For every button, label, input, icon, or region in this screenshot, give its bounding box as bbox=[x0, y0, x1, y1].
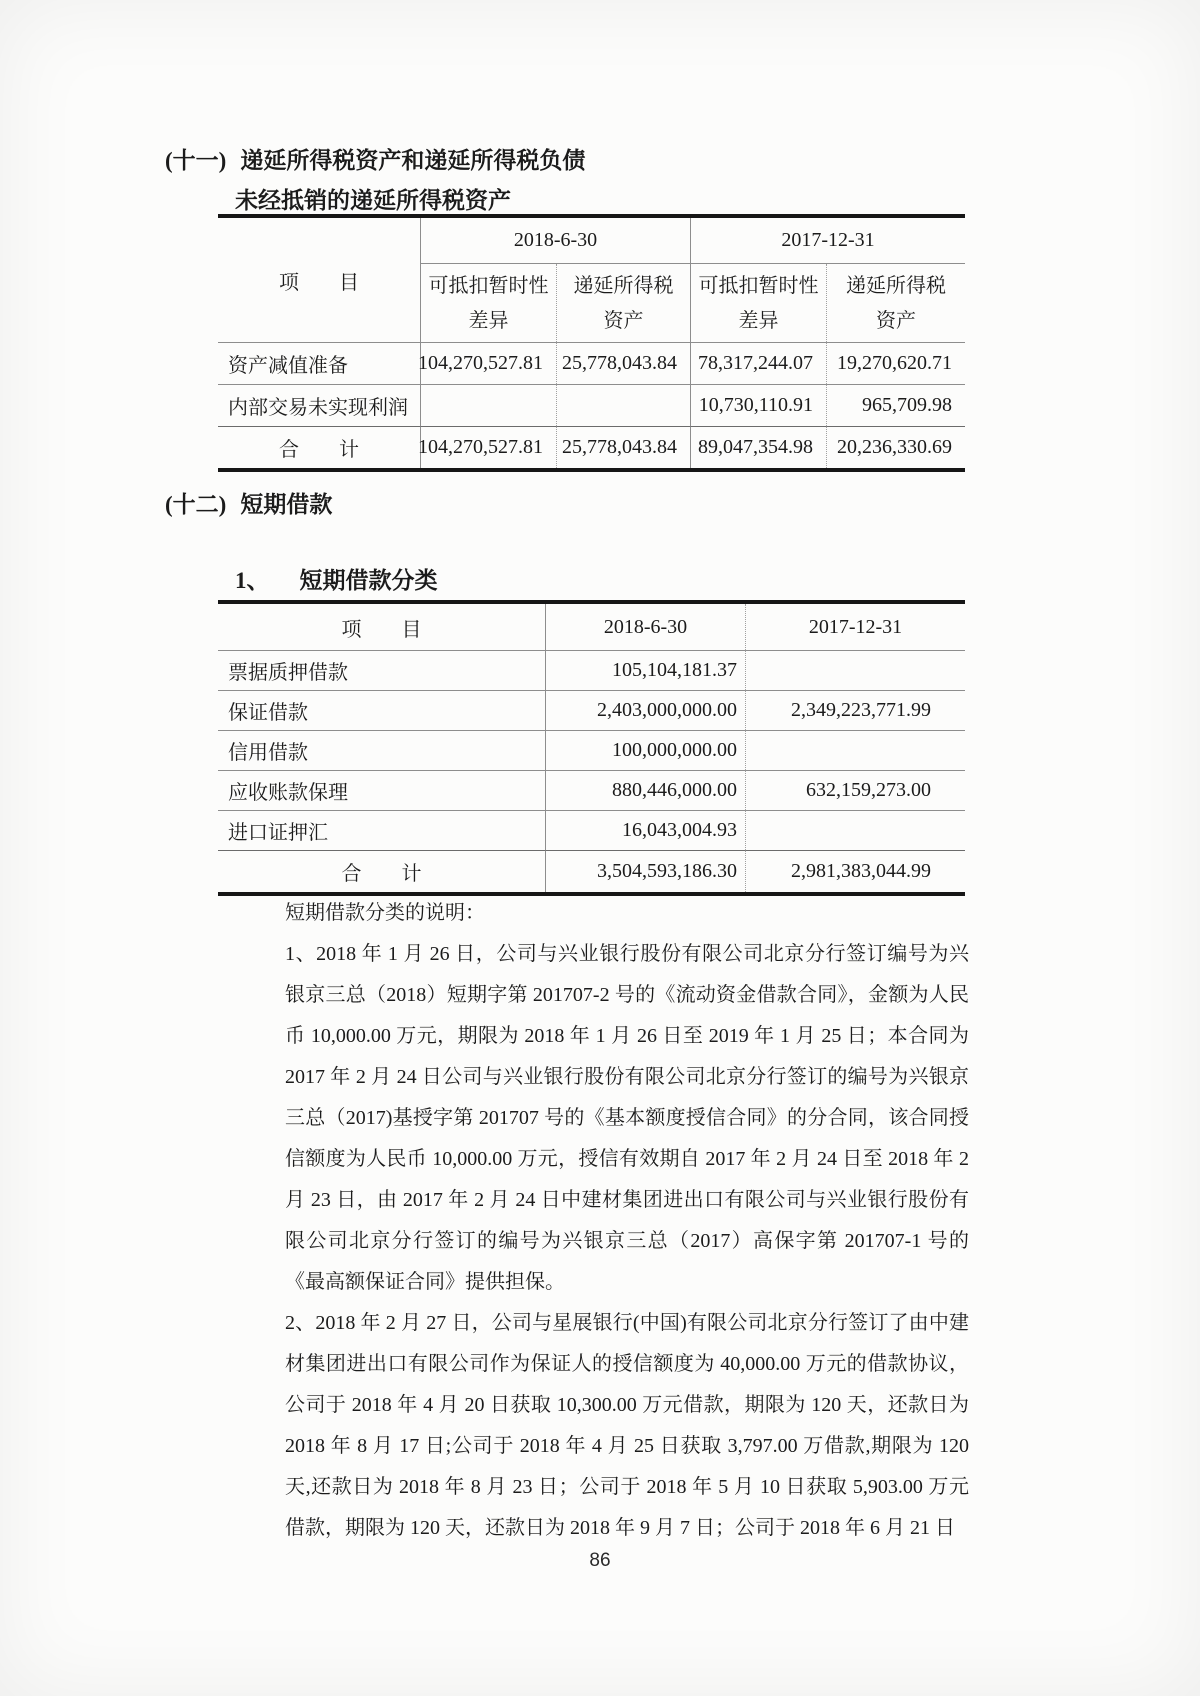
table-cell-value bbox=[745, 730, 965, 770]
column-header-item: 项 目 bbox=[279, 271, 359, 294]
short-term-loans-subtitle bbox=[235, 562, 438, 595]
header-line: 资产 bbox=[876, 309, 916, 332]
table-cell-value: 965,709.98 bbox=[826, 384, 965, 426]
deferred-tax-table bbox=[218, 214, 965, 472]
section-number: (十二) bbox=[165, 492, 227, 517]
table-cell-value bbox=[745, 650, 965, 690]
table-cell-value: 10,730,110.91 bbox=[690, 384, 826, 426]
column-header-2018-6-30: 2018-6-30 bbox=[545, 604, 745, 650]
table-row-item: 票据质押借款 bbox=[218, 650, 545, 690]
subsection-number: 1、 bbox=[235, 568, 270, 593]
column-header-deferred-tax-asset-2017 bbox=[826, 264, 965, 342]
short-term-loans-table bbox=[218, 600, 965, 896]
header-line: 资产 bbox=[603, 309, 644, 332]
table-total-value: 25,778,043.84 bbox=[556, 426, 690, 468]
table-total-value: 20,236,330.69 bbox=[826, 426, 965, 468]
table-total-label: 合 计 bbox=[218, 850, 545, 892]
column-header-item: 项 目 bbox=[341, 618, 422, 641]
table-cell-value: 2,349,223,771.99 bbox=[745, 690, 965, 730]
column-header-2017-12-31: 2017-12-31 bbox=[745, 604, 965, 650]
column-header-deductible-difference-2018 bbox=[420, 264, 556, 342]
section-title: 递延所得税资产和递延所得税负债 bbox=[240, 148, 586, 173]
table-total-label: 合 计 bbox=[218, 426, 420, 468]
table-cell-value: 104,270,527.81 bbox=[420, 342, 556, 384]
column-group-2018-6-30: 2018-6-30 bbox=[420, 218, 690, 264]
table-cell-value bbox=[745, 810, 965, 850]
table-cell-value: 19,270,620.71 bbox=[826, 342, 965, 384]
table-row-item: 资产减值准备 bbox=[218, 342, 420, 384]
section-heading-short-term-loans bbox=[165, 486, 332, 519]
table-cell-value: 105,104,181.37 bbox=[545, 650, 745, 690]
table-cell-value: 100,000,000.00 bbox=[545, 730, 745, 770]
table-total-value: 89,047,354.98 bbox=[690, 426, 826, 468]
table-cell-value bbox=[420, 384, 556, 426]
table-cell-value: 25,778,043.84 bbox=[556, 342, 690, 384]
table-total-value: 104,270,527.81 bbox=[420, 426, 556, 468]
header-line: 差异 bbox=[468, 309, 509, 332]
header-line: 可抵扣暂时性 bbox=[698, 274, 819, 297]
column-header-deductible-difference-2017 bbox=[690, 264, 826, 342]
section-number: (十一) bbox=[165, 148, 227, 173]
table-total-value: 2,981,383,044.99 bbox=[745, 850, 965, 892]
note-paragraph-2: 2、2018 年 2 月 27 日，公司与星展银行(中国)有限公司北京分行签订了由中建材集团进出口有限公司作为保证人的授信额度为 40,000.00 万元的借款协议，公司于 2018 年 4 月 20 日获取 10,300.00 万元借款，期限为 120 天，还款日为 2018 年 8 月 17 日;公司于 2018 年 4 月 25 日获取 3,797.00 万借款,期限为 120 天,还款日为 2018 年 8 月 23 日；公司于 2018 年 5 月 10 日获取 5,903.00 万元借款，期限为 120 天，还款日为 2018 年 9 月 7 日；公司于 2018 年 6 月 21 日 bbox=[285, 1312, 969, 1539]
header-line: 可抵扣暂时性 bbox=[428, 274, 549, 297]
section-heading-deferred-tax bbox=[165, 142, 585, 175]
deferred-tax-subtitle: 未经抵销的递延所得税资产 bbox=[235, 188, 511, 213]
note-paragraph-1: 1、2018 年 1 月 26 日，公司与兴业银行股份有限公司北京分行签订编号为兴银京三总（2018）短期字第 201707-2 号的《流动资金借款合同》，金额为人民币 10,000.00 万元，期限为 2018 年 1 月 26 日至 2019 年 1 月 25 日；本合同为 2017 年 2 月 24 日公司与兴业银行股份有限公司北京分行签订的编号为兴银京三总（2017)基授字第 201707 号的《基本额度授信合同》的分合同，该合同授信额度为人民币 10,000.00 万元，授信有效期自 2017 年 2 月 24 日至 2018 年 2 月 23 日，由 2017 年 2 月 24 日中建材集团进出口有限公司与兴业银行股份有限公司北京分行签订的编号为兴银京三总（2017）高保字第 201707-1 号的《最高额保证合同》提供担保。 bbox=[285, 943, 969, 1293]
page-number: 86 bbox=[589, 1550, 611, 1571]
table-row-item: 内部交易未实现利润 bbox=[218, 384, 420, 426]
table-row-item: 保证借款 bbox=[218, 690, 545, 730]
table-cell-value bbox=[556, 384, 690, 426]
table-row-item: 应收账款保理 bbox=[218, 770, 545, 810]
table-cell-value: 880,446,000.00 bbox=[545, 770, 745, 810]
short-term-loan-notes bbox=[285, 893, 969, 1549]
header-line: 递延所得税 bbox=[573, 274, 674, 297]
notes-title: 短期借款分类的说明： bbox=[285, 902, 485, 924]
table-cell-value: 78,317,244.07 bbox=[690, 342, 826, 384]
table-total-value: 3,504,593,186.30 bbox=[545, 850, 745, 892]
header-line: 差异 bbox=[738, 309, 779, 332]
table-row-item: 信用借款 bbox=[218, 730, 545, 770]
column-group-2017-12-31: 2017-12-31 bbox=[690, 218, 965, 264]
table-cell-value: 632,159,273.00 bbox=[745, 770, 965, 810]
section-title: 短期借款 bbox=[240, 492, 333, 517]
column-header-deferred-tax-asset-2018 bbox=[556, 264, 690, 342]
table-cell-value: 2,403,000,000.00 bbox=[545, 690, 745, 730]
table-row-item: 进口证押汇 bbox=[218, 810, 545, 850]
header-line: 递延所得税 bbox=[846, 274, 946, 297]
subsection-title: 短期借款分类 bbox=[299, 568, 438, 593]
table-cell-value: 16,043,004.93 bbox=[545, 810, 745, 850]
